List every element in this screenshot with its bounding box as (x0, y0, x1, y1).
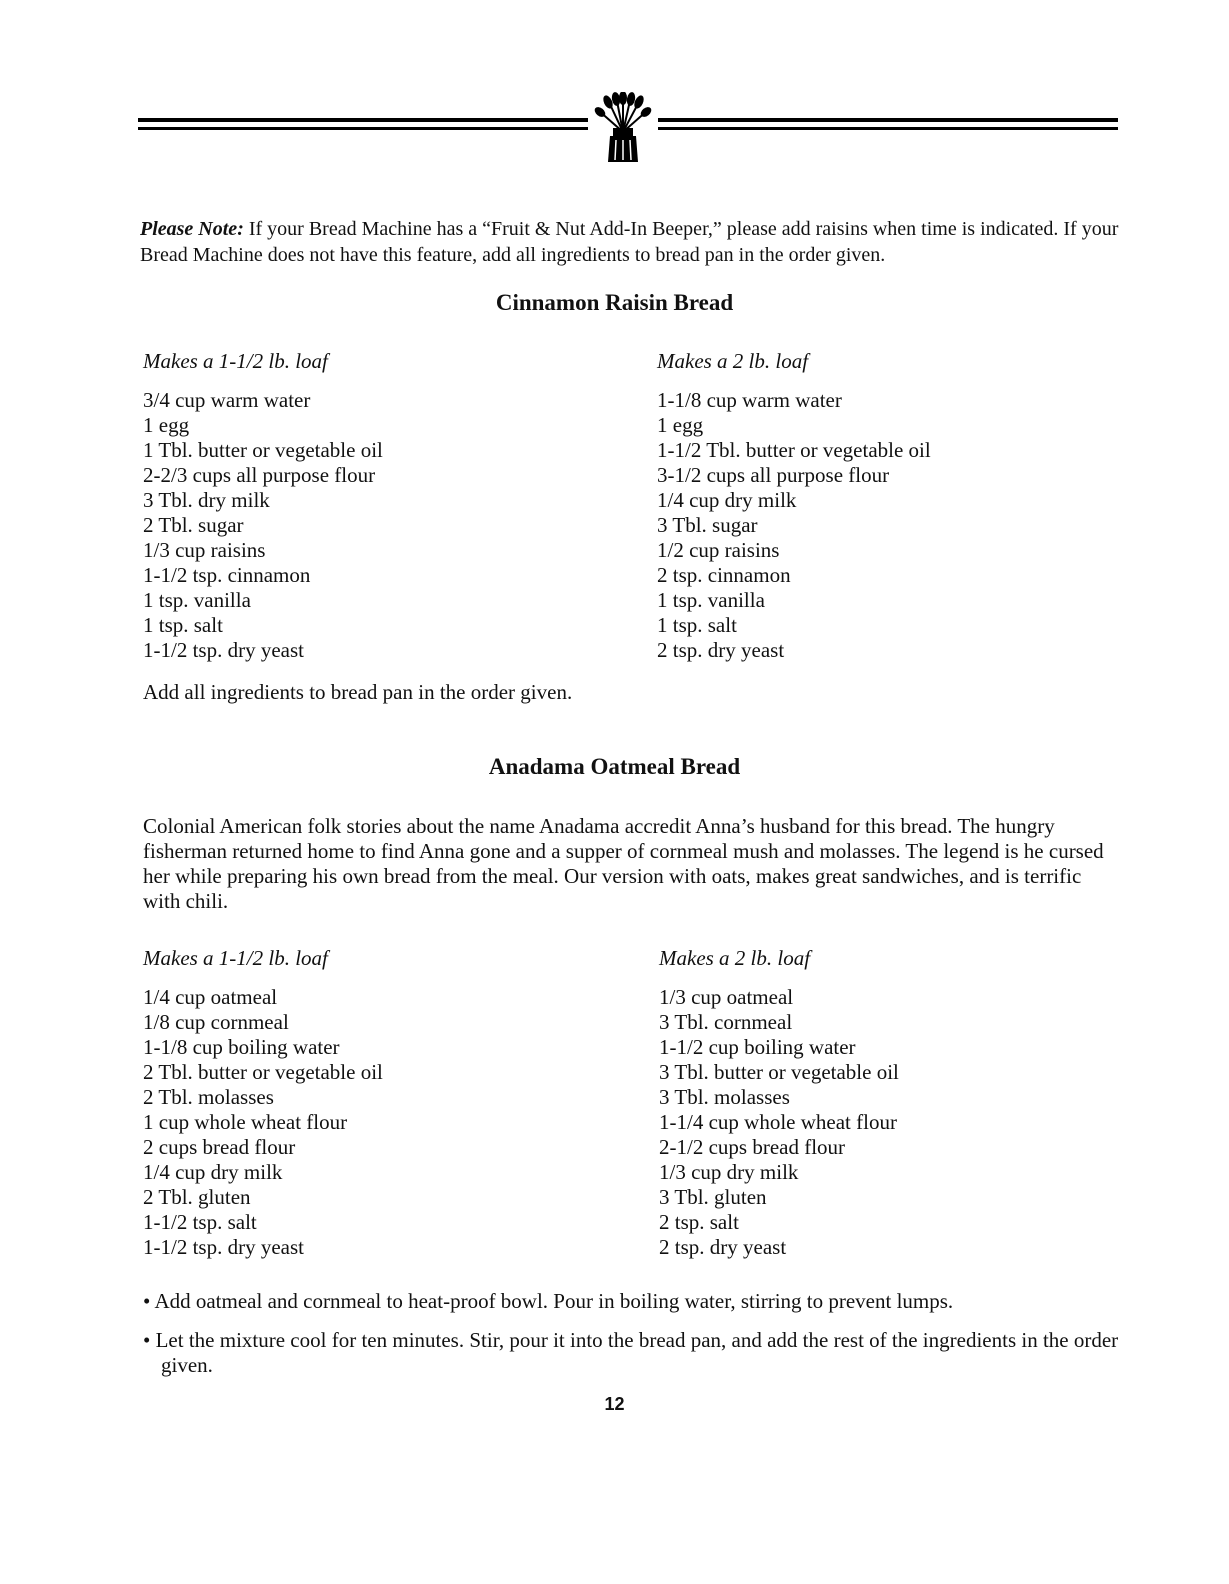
ingredient: 1-1/8 cup boiling water (143, 1035, 340, 1059)
ingredient: 2 tsp. dry yeast (659, 1235, 787, 1259)
ingredient: 1/3 cup oatmeal (659, 985, 794, 1009)
ingredient: 3 Tbl. molasses (659, 1085, 790, 1109)
ingredient: 2 tsp. salt (659, 1210, 739, 1234)
ingredient: 1 tsp. salt (143, 613, 223, 637)
ingredient: 1/4 cup dry milk (143, 1160, 283, 1184)
recipe2-left-column (143, 945, 383, 1260)
ingredient: 1/3 cup dry milk (659, 1160, 799, 1184)
ingredient: 3 Tbl. dry milk (143, 488, 270, 512)
recipe1-right-header: Makes a 2 lb. loaf (657, 349, 809, 373)
ingredient: 1 cup whole wheat flour (143, 1110, 348, 1134)
ingredient: 1/2 cup raisins (657, 538, 780, 562)
ingredient: 3-1/2 cups all purpose flour (657, 463, 890, 487)
ingredient: 3 Tbl. sugar (657, 513, 758, 537)
ingredient: 1-1/2 tsp. dry yeast (143, 1235, 304, 1259)
ingredient: 1-1/8 cup warm water (657, 388, 842, 412)
ingredient: 1/4 cup dry milk (657, 488, 797, 512)
ingredient: 1 tsp. vanilla (143, 588, 251, 612)
ingredient: 1-1/2 tsp. dry yeast (143, 638, 304, 662)
ingredient: 1-1/2 tsp. salt (143, 1210, 257, 1234)
ingredient: 2 Tbl. molasses (143, 1085, 274, 1109)
recipe1-left-column (143, 348, 383, 663)
recipe1-left-header: Makes a 1-1/2 lb. loaf (143, 349, 328, 373)
recipe2-step: • Let the mixture cool for ten minutes. Stir, pour it into the bread pan, and add the rest of the ingredients in the order given. (143, 1328, 1119, 1377)
please-note-text: If your Bread Machine has a “Fruit & Nut Add-In Beeper,” please add raisins when time is indicated. If your Bread Machine does not have this feature, add all ingredients to bread pan in the order given. (140, 218, 1119, 266)
recipe1-right-column (657, 348, 931, 663)
ingredient: 1-1/2 cup boiling water (659, 1035, 856, 1059)
ingredient: 2 tsp. dry yeast (657, 638, 785, 662)
ingredient: 2-2/3 cups all purpose flour (143, 463, 376, 487)
ingredient: 1-1/2 Tbl. butter or vegetable oil (657, 438, 931, 462)
ingredient: 1-1/2 tsp. cinnamon (143, 563, 311, 587)
recipe-title-anadama-oatmeal: Anadama Oatmeal Bread (488, 754, 741, 779)
please-note (140, 216, 1120, 268)
ingredient: 3 Tbl. gluten (659, 1185, 767, 1209)
recipe2-right-header: Makes a 2 lb. loaf (659, 946, 811, 970)
recipe2-intro: Colonial American folk stories about the name Anadama accredit Anna’s husband for this bread. The hungry fisherman returned home to find Anna gone and a supper of cornmeal mush and molasses. The legend is he cursed her while preparing his own bread from the meal. Our version with oats, makes great sandwiches, and is terrific with chili. (143, 814, 1104, 913)
recipe-title-cinnamon-raisin: Cinnamon Raisin Bread (495, 290, 734, 315)
ingredient: 2 Tbl. gluten (143, 1185, 251, 1209)
ingredient: 1-1/4 cup whole wheat flour (659, 1110, 897, 1134)
ingredient: 1 tsp. vanilla (657, 588, 765, 612)
ingredient: 1 egg (143, 413, 190, 437)
page-number: 12 (604, 1394, 625, 1414)
recipe2-step: • Add oatmeal and cornmeal to heat-proof bowl. Pour in boiling water, stirring to prevent lumps. (143, 1289, 954, 1313)
ingredient: 2 Tbl. butter or vegetable oil (143, 1060, 383, 1084)
recipe2-right-column (659, 945, 899, 1260)
ingredient: 3 Tbl. butter or vegetable oil (659, 1060, 899, 1084)
ingredient: 2-1/2 cups bread flour (659, 1135, 846, 1159)
ingredient: 2 cups bread flour (143, 1135, 296, 1159)
ingredient: 2 tsp. cinnamon (657, 563, 791, 587)
ingredient: 3 Tbl. cornmeal (659, 1010, 793, 1034)
ingredient: 2 Tbl. sugar (143, 513, 244, 537)
ingredient: 3/4 cup warm water (143, 388, 311, 412)
recipe1-instruction: Add all ingredients to bread pan in the order given. (143, 680, 573, 704)
ingredient: 1/3 cup raisins (143, 538, 266, 562)
recipe2-left-header: Makes a 1-1/2 lb. loaf (143, 946, 328, 970)
wheat-sheaf-icon (588, 92, 658, 164)
please-note-label: Please Note: (140, 218, 244, 240)
ingredient: 1 Tbl. butter or vegetable oil (143, 438, 383, 462)
ingredient: 1 egg (657, 413, 704, 437)
ingredient: 1 tsp. salt (657, 613, 737, 637)
ingredient: 1/4 cup oatmeal (143, 985, 278, 1009)
ingredient: 1/8 cup cornmeal (143, 1010, 289, 1034)
